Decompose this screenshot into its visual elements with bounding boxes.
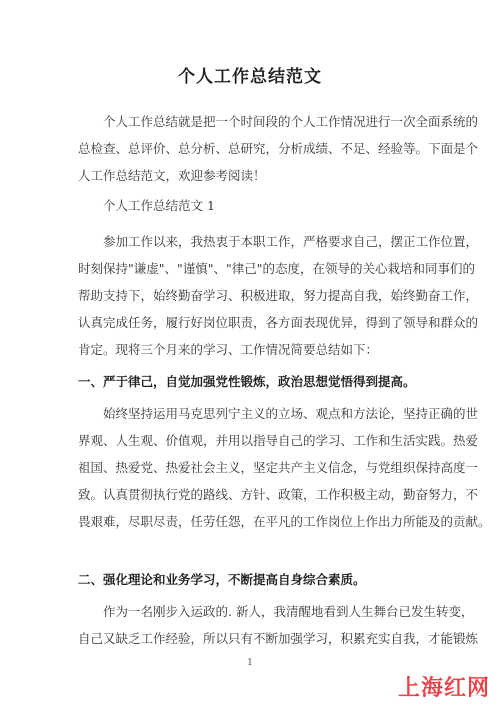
paragraph-2 [78,400,491,535]
paragraph-1 [78,228,479,363]
paragraph-line: 认真完成任务，履行好岗位职责，各方面表现优异，得到了领导和群众的 [78,315,479,330]
site-watermark: 上海红网 [397,676,490,701]
sample-label [78,192,438,219]
intro-line: 人工作总结范文，欢迎参考阅读！ [78,168,266,183]
document-title: 个人工作总结范文 [178,67,322,87]
paragraph-line: 始终坚持运用马克思列宁主义的立场、观点和方法论，坚持正确的世 [103,406,479,421]
paragraph-line: 作为一名刚步入运政的. 新人，我清醒地看到人生舞台已发生转变， [103,604,474,619]
paragraph-line: 祖国、热爱党、热爱社会主义，坚定共产主义信念，与党组织保持高度一 [78,460,479,475]
paragraph-line: 参加工作以来，我热衷于本职工作，严格要求自己，摆正工作位置， [103,234,479,249]
paragraph-line: 致。认真贯彻执行党的路线、方针、政策，工作积极主动，勤奋努力，不 [78,487,479,502]
paragraph-3 [78,598,479,652]
sample-label-text: 个人工作总结范文 1 [103,198,215,213]
page-number: 1 [247,658,253,668]
paragraph-line: 时刻保持"谦虚"、"谨慎"、"律己"的态度，在领导的关心栽培和同事们的 [78,261,475,276]
section-heading-2: 二、强化理论和业务学习，不断提高自身综合素质。 [78,572,366,587]
paragraph-line: 界观、人生观、价值观，并用以指导自己的学习、工作和生活实践。热爱 [78,433,479,448]
paragraph-line: 帮助支持下，始终勤奋学习、积极进取，努力提高自我，始终勤奋工作， [78,288,479,303]
intro-line: 个人工作总结就是把一个时间段的个人工作情况进行一次全面系统的 [103,114,479,129]
paragraph-line: 畏艰难，尽职尽责，任劳任怨，在平凡的工作岗位上作出力所能及的贡献。 [78,514,491,529]
intro-paragraph [78,108,479,189]
section-heading-1: 一、严于律己，自觉加强党性锻炼，政治思想觉悟得到提高。 [78,374,416,389]
intro-line: 总检查、总评价、总分析、总研究，分析成绩、不足、经验等。下面是个 [78,141,479,156]
paragraph-line: 肯定。现将三个月来的学习、工作情况简要总结如下： [78,342,379,357]
paragraph-line: 自己又缺乏工作经验，所以只有不断加强学习，积累充实自我，才能锻炼 [78,631,479,646]
